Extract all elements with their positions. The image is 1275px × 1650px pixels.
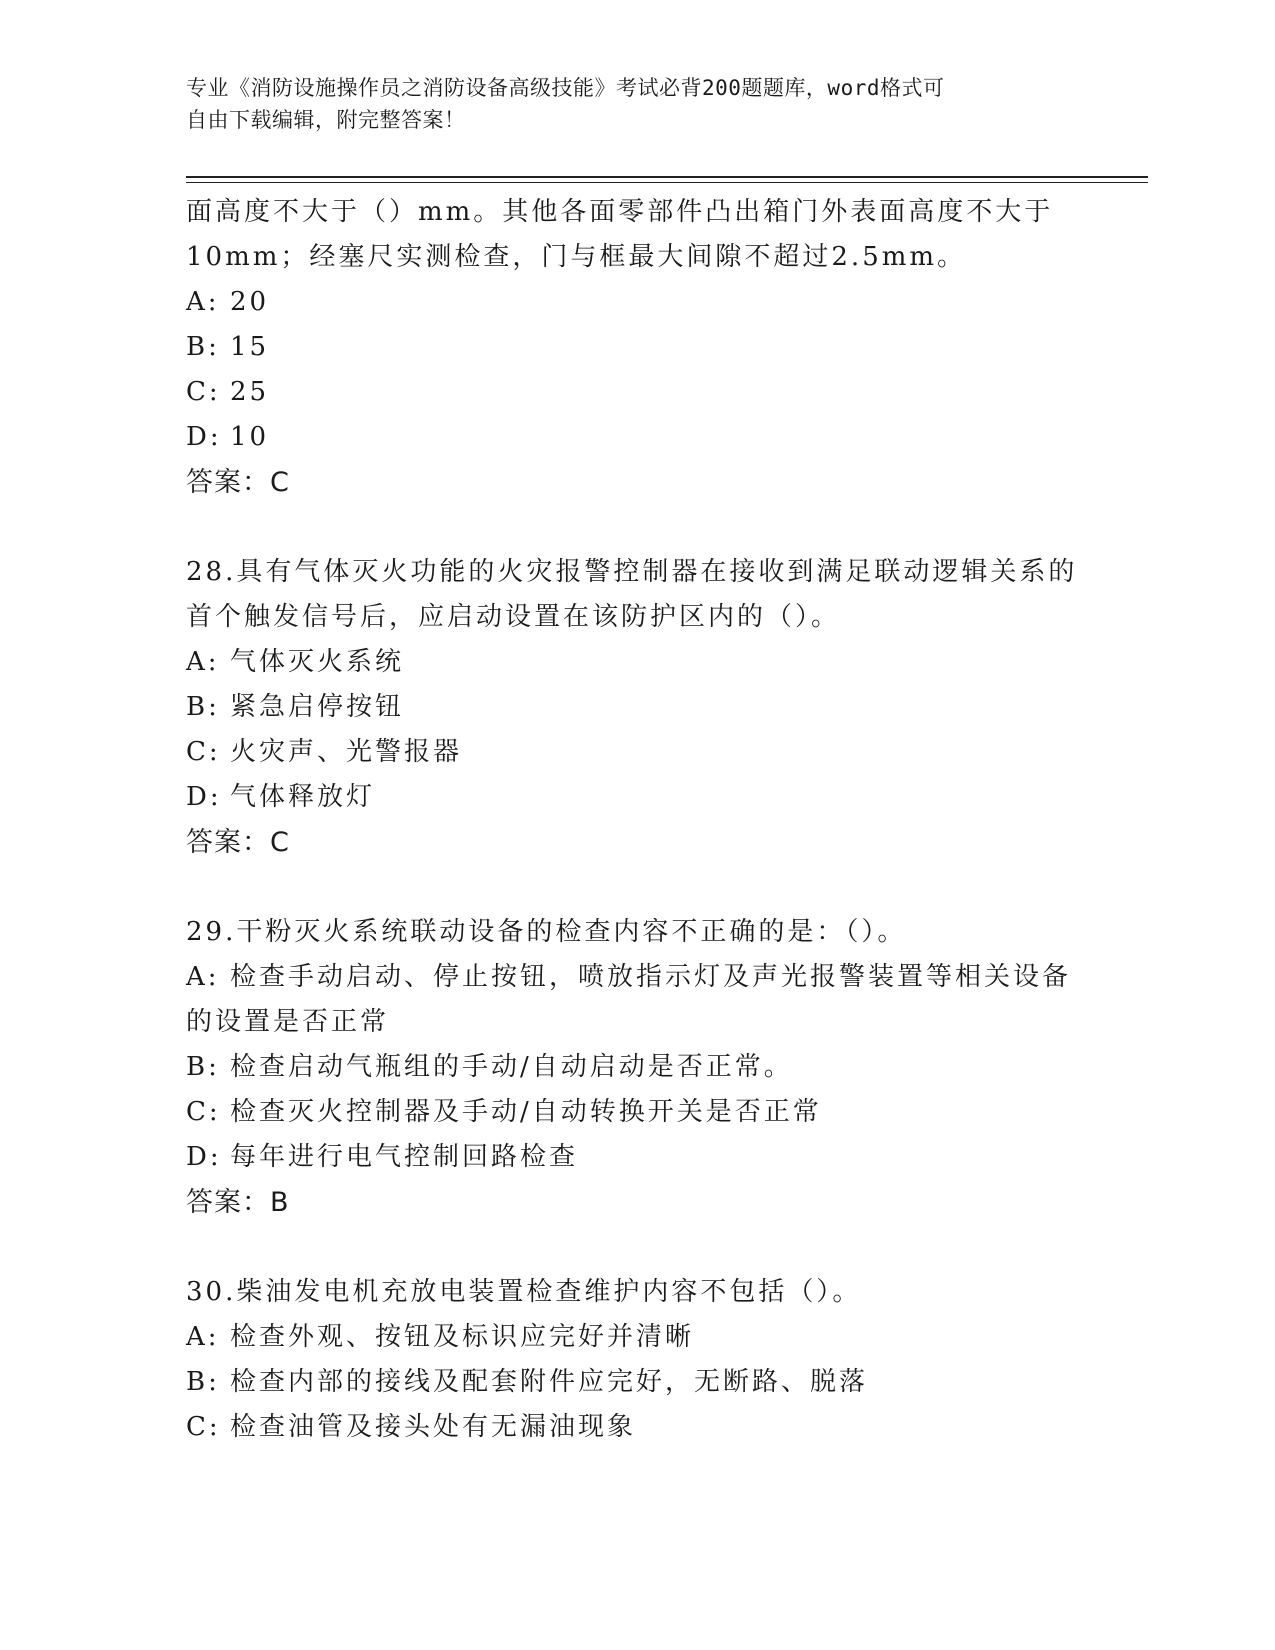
spacer [186,505,1086,550]
option-a [186,1315,1086,1360]
option-text: 检查外观、按钮及标识应完好并清晰 [230,1322,695,1352]
question-text: 10mm；经塞尺实测检查，门与框最大间隙不超过2.5mm。 [186,242,967,272]
document-header [186,72,1086,136]
spacer [186,865,1086,910]
option-text: 检查手动启动、停止按钮，喷放指示灯及声光报警装置等相关设备 [230,962,1072,992]
question-28 [186,550,1086,865]
option-label: C: [186,1097,221,1127]
option-c [186,1405,1086,1450]
option-label: A: [186,1322,220,1352]
option-label: B: [186,692,220,722]
option-text: 气体释放灯 [230,782,376,812]
question-text: 28.具有气体灭火功能的火灾报警控制器在接收到满足联动逻辑关系的 [186,557,1078,587]
question-list [186,190,1086,1450]
option-text: 25 [230,377,270,407]
option-c [186,1090,1086,1135]
option-c [186,730,1086,775]
option-label: B: [186,1052,220,1082]
option-d [186,415,1086,460]
option-text: 气体灭火系统 [230,647,405,677]
option-text: 紧急启停按钮 [230,692,405,722]
option-label: A: [186,287,220,317]
header-title-line-2: 自由下载编辑，附完整答案！ [186,108,466,132]
option-b [186,1360,1086,1405]
option-c [186,370,1086,415]
option-b [186,325,1086,370]
option-label: A: [186,647,220,677]
option-label: C: [186,377,221,407]
option-a [186,955,1086,1000]
option-label: C: [186,1412,221,1442]
spacer [186,1225,1086,1270]
option-label: C: [186,737,221,767]
option-text: 10 [230,422,270,452]
option-d [186,1135,1086,1180]
question-text: 29.干粉灭火系统联动设备的检查内容不正确的是：（）。 [186,917,907,947]
option-a [186,280,1086,325]
answer-line: 答案：B [186,1187,290,1218]
option-text: 每年进行电气控制回路检查 [230,1142,579,1172]
option-b [186,1045,1086,1090]
option-a [186,640,1086,685]
question-27 [186,190,1086,505]
question-text: 面高度不大于（）mm。其他各面零部件凸出箱门外表面高度不大于 [186,197,1054,227]
question-text: 首个触发信号后，应启动设置在该防护区内的（）。 [186,602,841,632]
answer-line: 答案：C [186,827,290,858]
option-label: B: [186,332,220,362]
option-label: D: [186,422,222,452]
option-label: A: [186,962,220,992]
option-text: 20 [230,287,270,317]
option-b [186,685,1086,730]
question-29 [186,910,1086,1225]
header-divider-thin [186,182,1148,183]
header-divider-thick [186,176,1148,178]
option-d [186,775,1086,820]
option-text: 检查灭火控制器及手动/自动转换开关是否正常 [230,1097,822,1127]
option-text: 火灾声、光警报器 [230,737,463,767]
option-text: 检查内部的接线及配套附件应完好，无断路、脱落 [230,1367,869,1397]
option-text: 检查油管及接头处有无漏油现象 [230,1412,637,1442]
answer-line: 答案：C [186,467,290,498]
option-label: B: [186,1367,220,1397]
option-a-continued: 的设置是否正常 [186,1007,390,1037]
option-label: D: [186,1142,222,1172]
question-text: 30.柴油发电机充放电装置检查维护内容不包括（）。 [186,1277,862,1307]
header-title-line-1: 专业《消防设施操作员之消防设备高级技能》考试必背200题题库，word格式可 [186,76,945,100]
option-text: 检查启动气瓶组的手动/自动启动是否正常。 [230,1052,793,1082]
option-text: 15 [230,332,270,362]
option-label: D: [186,782,222,812]
question-30 [186,1270,1086,1450]
